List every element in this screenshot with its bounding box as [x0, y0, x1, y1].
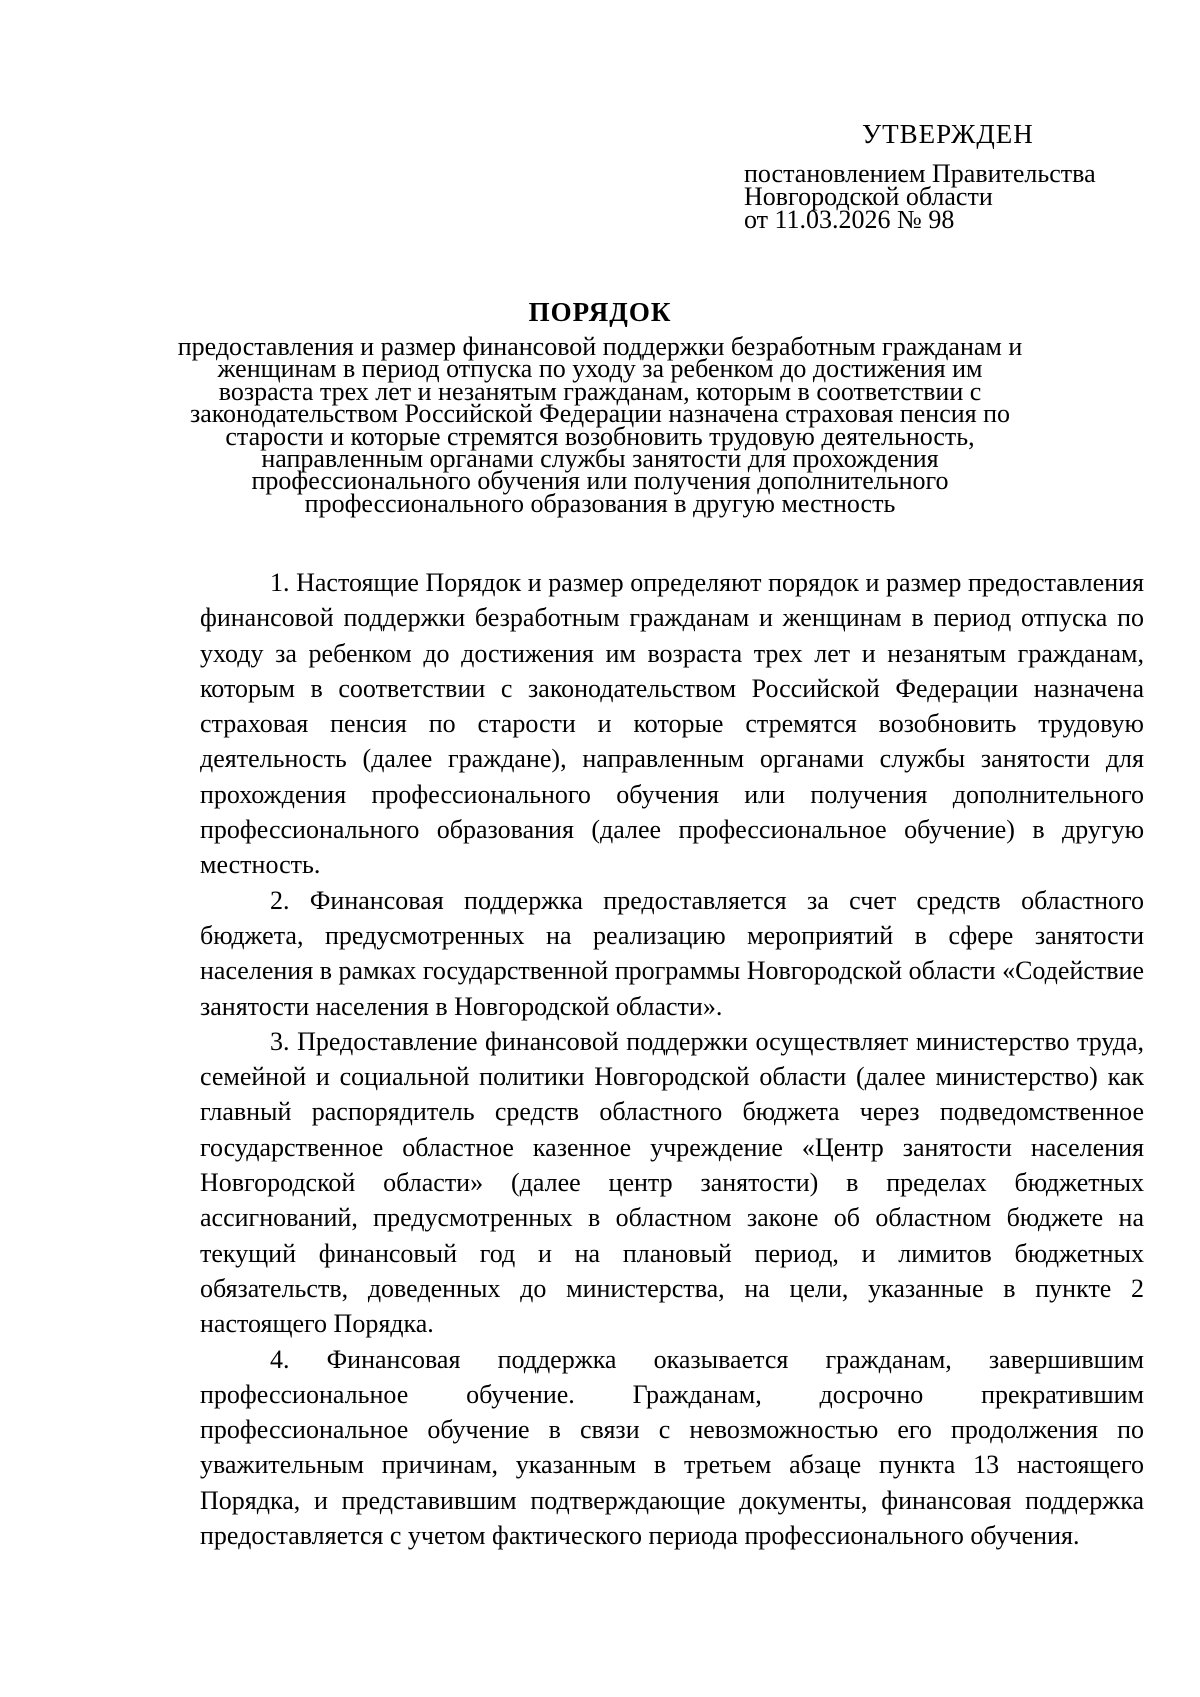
- approval-block: [744, 118, 1164, 234]
- document-subtitle: [150, 332, 1050, 518]
- subtitle-line: женщинам в период отпуска по уходу за ребенком до достижения им: [217, 354, 983, 384]
- paragraph-2: 2. Финансовая поддержка предоставляется за счет средств областного бюджета, предусмотренных на реализацию мероприятий в сфере занятости населения в рамках государственной программы Новгородской области «Содействие занятости населения в Новгородской области».: [200, 885, 1144, 1021]
- subtitle-line: законодательством Российской Федерации назначена страховая пенсия по: [189, 399, 1011, 429]
- document-title: ПОРЯДОК: [528, 297, 672, 327]
- subtitle-line: профессионального образования в другую местность: [304, 488, 896, 518]
- approval-line: Новгородской области: [744, 182, 993, 211]
- approval-line: постановлением Правительства: [744, 159, 1096, 188]
- subtitle-line: предоставления и размер финансовой поддержки безработным гражданам и: [177, 332, 1023, 361]
- subtitle-line: старости и которые стремятся возобновить трудовую деятельность,: [225, 421, 975, 451]
- approval-line: от 11.03.2026 № 98: [744, 205, 955, 234]
- subtitle-line: направленным органами службы занятости для прохождения: [261, 444, 939, 474]
- approval-details: [744, 159, 1164, 234]
- paragraph-3: 3. Предоставление финансовой поддержки осуществляет министерство труда, семейной и социальной политики Новгородской области (далее министерство) как главный распорядитель средств областного бюджета через подведомственное государственное областное казенное учреждение «Центр занятости населения Новгородской области» (далее центр занятости) в пределах бюджетных ассигнований, предусмотренных в областном законе об областном бюджете на текущий финансовый год и на плановый период, и лимитов бюджетных обязательств, доведенных до министерства, на цели, указанные в пункте 2 настоящего Порядка.: [200, 1026, 1144, 1339]
- subtitle-line: возраста трех лет и незанятым гражданам, которым в соответствии с: [218, 376, 982, 406]
- paragraph-1: 1. Настоящие Порядок и размер определяют порядок и размер предоставления финансовой поддержки безработным гражданам и женщинам в период отпуска по уходу за ребенком до достижения им возраста трех лет и незанятым гражданам, которым в соответствии с законодательством Российской Федерации назначена страховая пенсия по старости и которые стремятся возобновить трудовую деятельность (далее граждане), направленным органами службы занятости для прохождения профессионального обучения или получения дополнительного профессионального образования (далее профессиональное обучение) в другую местность.: [200, 568, 1144, 880]
- paragraph-4: 4. Финансовая поддержка оказывается гражданам, завершившим профессиональное обучение. Гражданам, досрочно прекратившим профессиональное обучение в связи с невозможностью его продолжения по уважительным причинам, указанным в третьем абзаце пункта 13 настоящего Порядка, и представившим подтверждающие документы, финансовая поддержка предоставляется с учетом фактического периода профессионального обучения.: [200, 1344, 1144, 1551]
- document-body: [200, 565, 1144, 1553]
- subtitle-line: профессионального обучения или получения дополнительного: [251, 466, 949, 496]
- approval-stamp: УТВЕРЖДЕН: [862, 119, 1034, 149]
